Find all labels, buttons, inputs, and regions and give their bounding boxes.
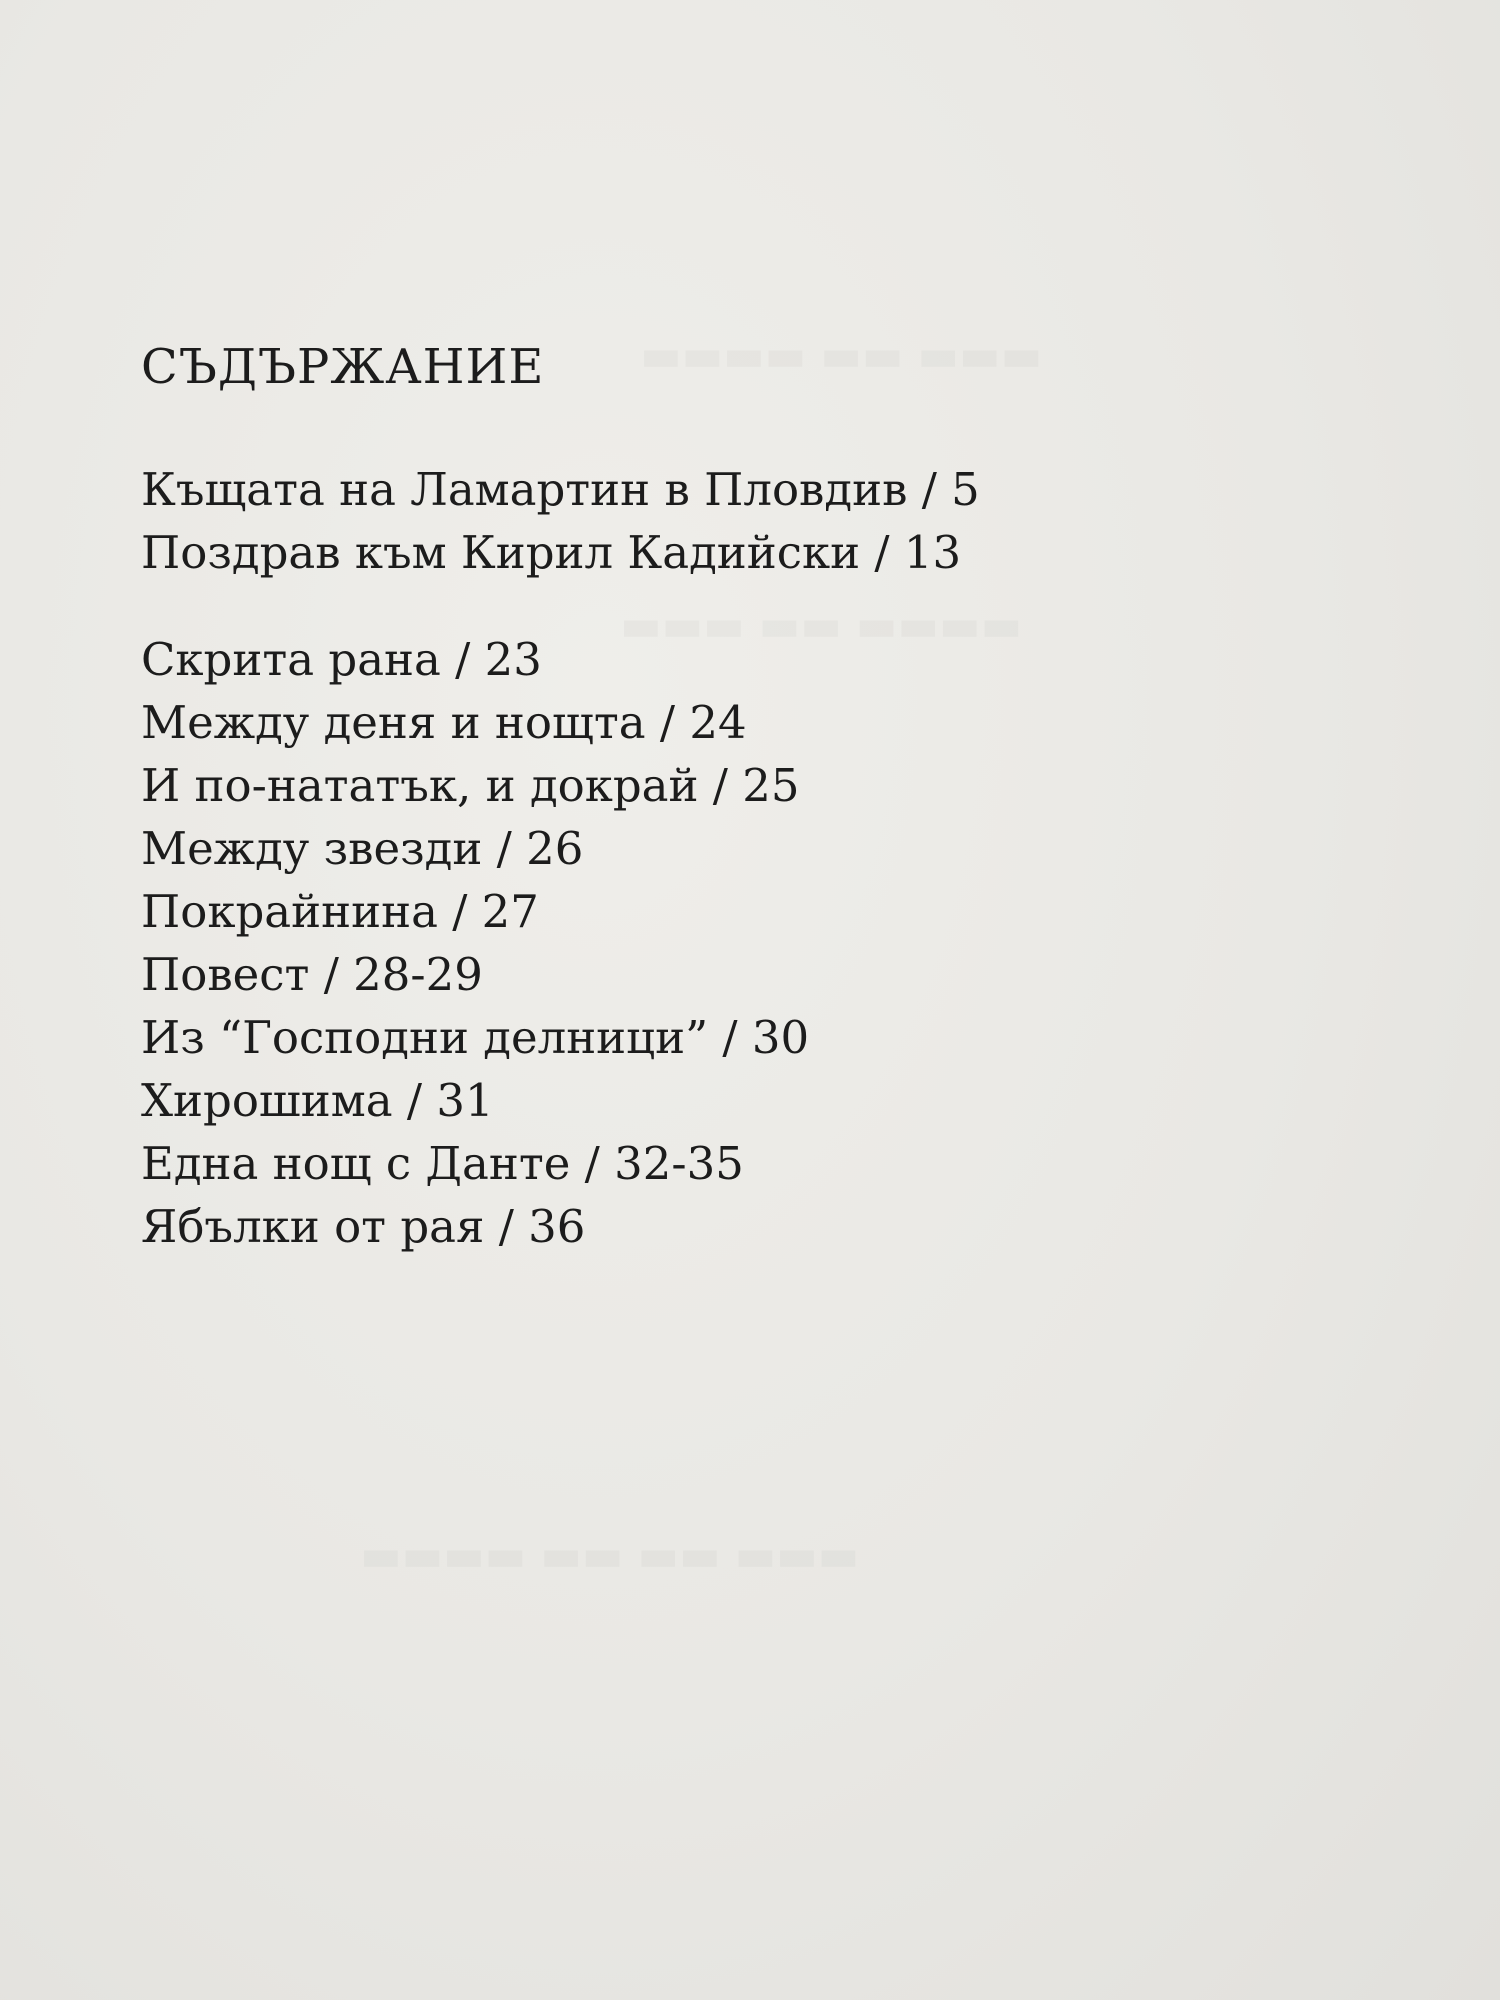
toc-entry: И по-нататък, и докрай / 25 — [141, 759, 800, 812]
toc-group — [141, 628, 980, 1258]
toc-entry: Покрайнина / 27 — [141, 885, 539, 938]
show-through-text: ▬▬▬ ▬▬ ▬▬▬▬ — [640, 330, 1043, 381]
toc-entry: Между деня и нощта / 24 — [141, 696, 747, 749]
toc-entry: Една нощ с Данте / 32-35 — [141, 1137, 744, 1190]
toc-entry: Повест / 28-29 — [141, 948, 483, 1001]
toc-entry: Из “Господни делници” / 30 — [141, 1011, 810, 1064]
toc-heading: СЪДЪРЖАНИЕ — [141, 339, 545, 395]
toc-entry: Къщата на Ламартин в Пловдив / 5 — [141, 463, 980, 516]
toc-entry: Скрита рана / 23 — [141, 633, 542, 686]
toc-entry: Хирошима / 31 — [141, 1074, 494, 1127]
toc-entry: Ябълки от рая / 36 — [141, 1200, 586, 1253]
toc-group — [141, 458, 980, 584]
table-of-contents — [141, 338, 980, 1258]
show-through-text: ▬▬▬▬ ▬▬ ▬▬▬ — [620, 600, 1023, 651]
toc-entry: Между звезди / 26 — [141, 822, 584, 875]
toc-entry: Поздрав към Кирил Кадийски / 13 — [141, 526, 962, 579]
show-through-text: ▬▬▬ ▬▬ ▬▬ ▬▬▬▬ — [360, 1530, 860, 1581]
